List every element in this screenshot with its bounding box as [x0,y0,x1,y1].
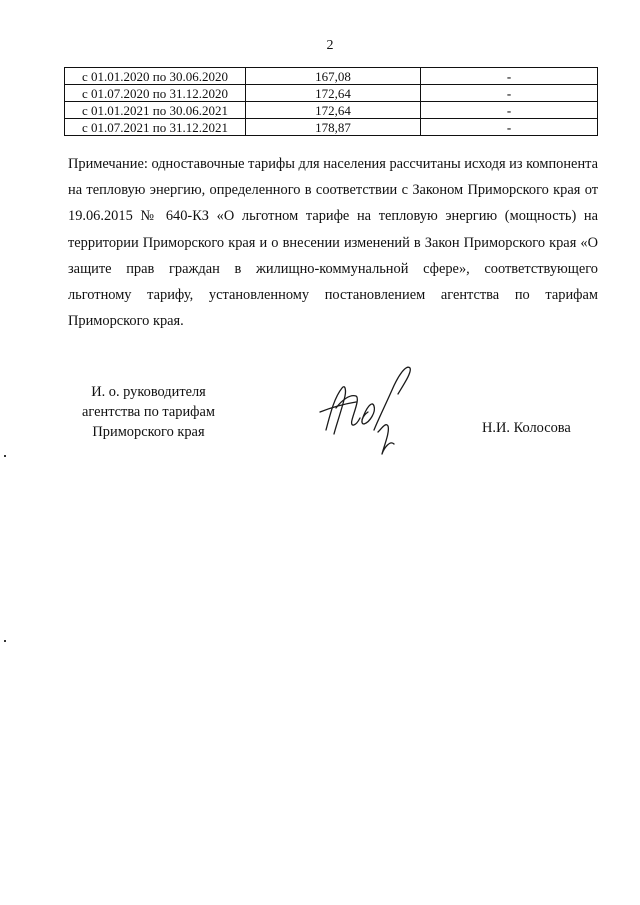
period-cell: с 01.07.2021 по 31.12.2021 [65,119,246,136]
tariff-value-cell: 172,64 [246,102,421,119]
margin-mark [4,640,6,642]
extra-cell: - [421,119,598,136]
signatory-title-line: И. о. руководителя [91,384,206,400]
period-cell: с 01.01.2021 по 30.06.2021 [65,102,246,119]
table-row [65,119,598,136]
margin-mark [4,455,6,457]
note-paragraph: Примечание: одноставочные тарифы для населения рассчитаны исходя из компонента на тепловую энергию, определенного в соответствии с Законом Приморского края от 19.06.2015 № 640-КЗ «О льготном тарифе на тепловую энергию (мощность) на территории Приморского края и о внесении изменений в Закон Приморского края «О защите прав граждан в жилищно-коммунальной сфере», соответствующего льготному тарифу, установленному постановлением агентства по тарифам Приморского края. [68,156,598,330]
signatory-title-line: Приморского края [92,424,205,440]
signature-block [0,382,640,462]
period-cell: с 01.07.2020 по 31.12.2020 [65,85,246,102]
tariff-value-cell: 178,87 [246,119,421,136]
page-number: 2 [326,38,334,53]
extra-cell: - [421,85,598,102]
table-row [65,85,598,102]
tariff-value-cell: 172,64 [246,85,421,102]
tariff-value-cell: 167,08 [246,68,421,85]
tariff-table [64,67,598,136]
period-cell: с 01.01.2020 по 30.06.2020 [65,68,246,85]
signatory-title [66,382,231,442]
table-row [65,102,598,119]
signatory-title-line: агентства по тарифам [82,404,215,420]
signatory-name: Н.И. Колосова [482,420,571,436]
extra-cell: - [421,68,598,85]
table-row [65,68,598,85]
extra-cell: - [421,102,598,119]
handwritten-signature [312,360,422,460]
